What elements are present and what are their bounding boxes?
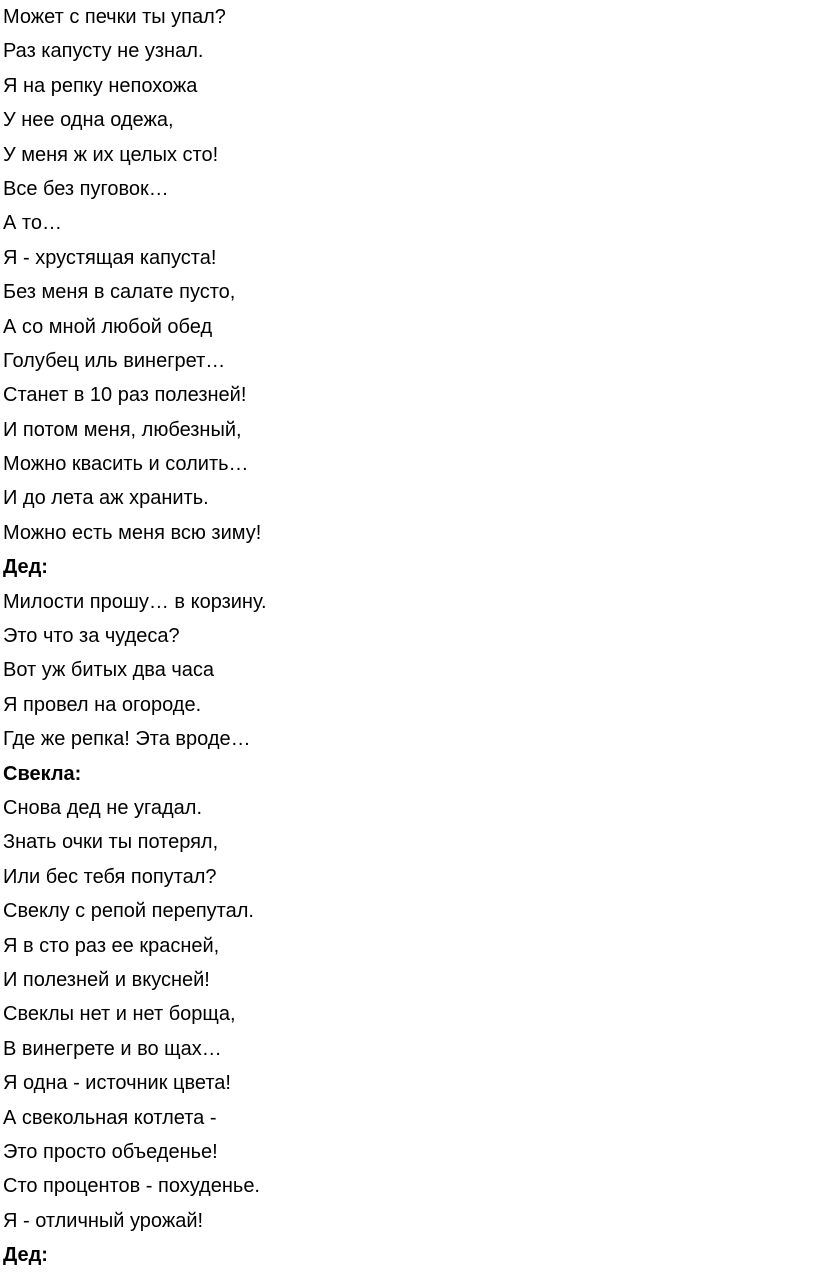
poem-text: [3, 0, 803, 1272]
poem-line: И полезней и вкусней!: [3, 968, 210, 991]
poem-line: Свеклу с репой перепутал.: [3, 900, 254, 923]
poem-line: Может с печки ты упал?: [3, 6, 226, 28]
poem-line: Свеклы нет и нет борща,: [3, 1003, 236, 1026]
speaker-label: Дед:: [3, 1244, 48, 1267]
speaker-label: Дед:: [3, 556, 48, 579]
poem-line: Где же репка! Эта вроде…: [3, 728, 251, 751]
poem-line: Раз капусту не узнал.: [3, 40, 204, 63]
poem-line: Голубец иль винегрет…: [3, 349, 226, 372]
poem-line: Милости прошу… в корзину.: [3, 590, 267, 613]
poem-line: А то…: [3, 212, 62, 235]
poem-line: И потом меня, любезный,: [3, 418, 242, 441]
poem-line: Без меня в салате пусто,: [3, 281, 236, 304]
poem-line: В винегрете и во щах…: [3, 1037, 222, 1060]
poem-line: У меня ж их целых сто!: [3, 143, 219, 166]
poem-line: Я провел на огороде.: [3, 693, 202, 716]
poem-line: Сто процентов - похуденье.: [3, 1175, 260, 1198]
poem-line: Все без пуговок…: [3, 177, 169, 200]
poem-line: Снова дед не угадал.: [3, 796, 202, 819]
poem-line: И до лета аж хранить.: [3, 487, 209, 510]
poem-line: Или бес тебя попутал?: [3, 865, 217, 888]
poem-line: Знать очки ты потерял,: [3, 831, 219, 854]
poem-line: А со мной любой обед: [3, 315, 213, 338]
poem-line: Я одна - источник цвета!: [3, 1072, 231, 1095]
poem-line: Я - отличный урожай!: [3, 1209, 204, 1232]
poem-line: Можно есть меня всю зиму!: [3, 521, 262, 544]
poem-line: Я на репку непохожа: [3, 74, 198, 97]
poem-line: Это что за чудеса?: [3, 625, 180, 648]
poem-line: Я в сто раз ее красней,: [3, 934, 220, 957]
poem-line: Я - хрустящая капуста!: [3, 246, 217, 269]
poem-line: Станет в 10 раз полезней!: [3, 384, 247, 407]
speaker-label: Свекла:: [3, 762, 82, 785]
poem-line: Вот уж битых два часа: [3, 659, 215, 682]
poem-line: Это просто объеденье!: [3, 1140, 218, 1163]
poem-line: Можно квасить и солить…: [3, 453, 249, 476]
poem-line: А свекольная котлета -: [3, 1106, 217, 1129]
poem-line: У нее одна одежа,: [3, 109, 174, 132]
